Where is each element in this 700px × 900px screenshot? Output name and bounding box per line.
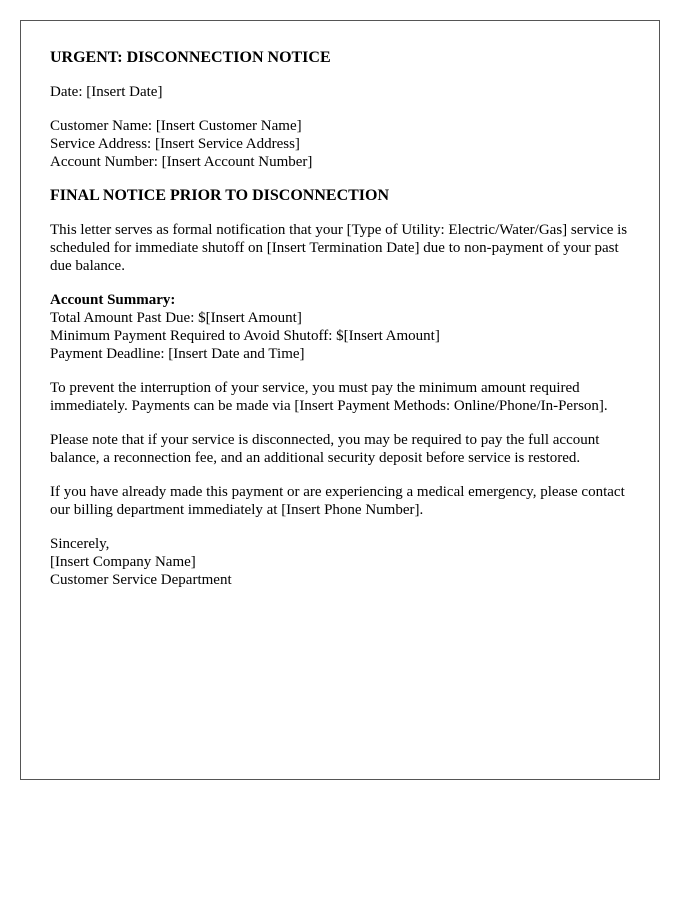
company-name: [Insert Company Name] xyxy=(50,554,196,570)
customer-info-block xyxy=(50,117,630,171)
notice-title: URGENT: DISCONNECTION NOTICE xyxy=(50,49,331,66)
letter-body xyxy=(50,49,630,589)
account-summary-heading: Account Summary: xyxy=(50,292,176,308)
intro-paragraph: This letter serves as formal notification that your [Type of Utility: Electric/Water/Gas] service is scheduled for immediate shutoff on [Insert Termination Date] due to non-payment of your past due balance. xyxy=(50,222,628,274)
account-summary-block xyxy=(50,291,630,363)
salutation: Sincerely, xyxy=(50,536,110,552)
final-notice-heading: FINAL NOTICE PRIOR TO DISCONNECTION xyxy=(50,187,390,204)
signature-block xyxy=(50,535,630,589)
prevent-interruption-paragraph: To prevent the interruption of your service, you must pay the minimum amount required immediately. Payments can be made via [Insert Payment Methods: Online/Phone/In-Person]. xyxy=(50,380,608,414)
department-name: Customer Service Department xyxy=(50,572,232,588)
minimum-payment-line: Minimum Payment Required to Avoid Shutoff: $[Insert Amount] xyxy=(50,328,440,344)
total-past-due-line: Total Amount Past Due: $[Insert Amount] xyxy=(50,310,302,326)
customer-name-line: Customer Name: [Insert Customer Name] xyxy=(50,118,302,134)
disconnection-consequences-paragraph: Please note that if your service is disconnected, you may be required to pay the full account balance, a reconnection fee, and an additional security deposit before service is restored. xyxy=(50,432,600,466)
service-address-line: Service Address: [Insert Service Address] xyxy=(50,136,300,152)
date-line: Date: [Insert Date] xyxy=(50,84,163,100)
document-page xyxy=(20,20,660,780)
account-number-line: Account Number: [Insert Account Number] xyxy=(50,154,313,170)
contact-billing-paragraph: If you have already made this payment or are experiencing a medical emergency, please contact our billing department immediately at [Insert Phone Number]. xyxy=(50,484,625,518)
payment-deadline-line: Payment Deadline: [Insert Date and Time] xyxy=(50,346,305,362)
